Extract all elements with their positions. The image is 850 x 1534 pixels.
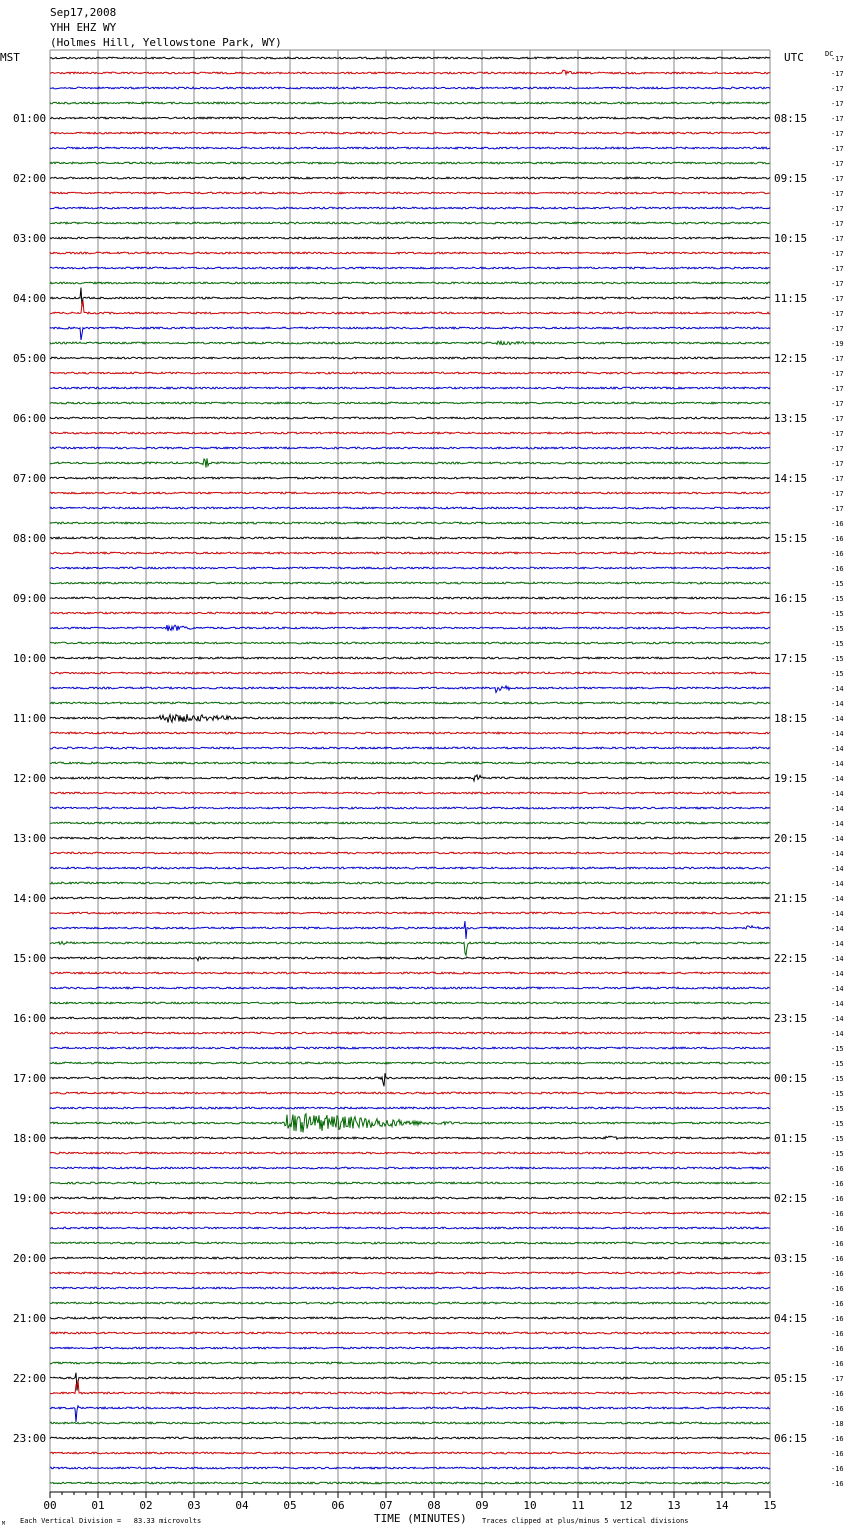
utc-hour-label: 23:15: [774, 1012, 808, 1025]
trace-20: [50, 357, 770, 359]
mst-hour-label: 18:00: [13, 1132, 47, 1145]
x-tick-label: 05: [283, 1499, 297, 1512]
mst-hour-label: 16:00: [13, 1012, 47, 1025]
dc-offset-value: -14: [831, 985, 844, 993]
trace-58: [50, 921, 770, 939]
trace-11: [50, 222, 770, 224]
dc-offset-value: -14: [831, 700, 844, 708]
utc-hour-label: 00:15: [774, 1072, 808, 1085]
dc-offset-value: -17: [831, 385, 844, 393]
trace-7: [50, 162, 770, 164]
trace-54: [50, 867, 770, 869]
trace-95: [50, 1482, 770, 1484]
utc-hour-label: 13:15: [774, 412, 808, 425]
trace-30: [50, 507, 770, 509]
trace-21: [50, 372, 770, 374]
trace-45: [50, 732, 770, 734]
trace-25: [50, 432, 770, 434]
dc-offset-value: -14: [831, 1030, 844, 1038]
trace-93: [50, 1452, 770, 1454]
trace-5: [50, 132, 770, 134]
dc-offset-value: -16: [831, 1405, 844, 1413]
dc-offset-value: -14: [831, 940, 844, 948]
mst-hour-label: 01:00: [13, 112, 47, 125]
dc-offset-value: -16: [831, 1165, 844, 1173]
mst-hour-label: 14:00: [13, 892, 47, 905]
trace-37: [50, 612, 770, 614]
dc-offset-value: -17: [831, 415, 844, 423]
x-tick-label: 08: [427, 1499, 441, 1512]
dc-offset-value: -17: [831, 505, 844, 513]
dc-offset-value: -14: [831, 925, 844, 933]
mst-hour-label: 17:00: [13, 1072, 47, 1085]
dc-offset-value: -16: [831, 1270, 844, 1278]
dc-offset-value: -17: [831, 490, 844, 498]
utc-hour-label: 17:15: [774, 652, 808, 665]
trace-13: [50, 252, 770, 254]
dc-offset-value: -14: [831, 865, 844, 873]
dc-offset-value: -17: [831, 220, 844, 228]
dc-offset-value: -14: [831, 745, 844, 753]
trace-39: [50, 642, 770, 644]
dc-offset-value: -17: [831, 325, 844, 333]
utc-hour-label: 15:15: [774, 532, 808, 545]
utc-hour-labels: [774, 112, 807, 1445]
dc-offset-value: -17: [831, 400, 844, 408]
dc-offset-value: -14: [831, 805, 844, 813]
dc-offset-value: -14: [831, 715, 844, 723]
trace-18: [50, 327, 770, 340]
trace-92: [50, 1437, 770, 1439]
plot-header: [50, 6, 282, 49]
dc-offset-value: -15: [831, 1075, 844, 1083]
dc-offset-value: -17: [831, 115, 844, 123]
trace-71: [50, 1114, 770, 1133]
dc-offset-value: -17: [831, 430, 844, 438]
trace-group: [50, 57, 770, 1484]
utc-hour-label: 02:15: [774, 1192, 808, 1205]
dc-offset-value: -17: [831, 460, 844, 468]
utc-hour-label: 08:15: [774, 112, 808, 125]
trace-29: [50, 492, 770, 494]
trace-89: [50, 1380, 770, 1394]
trace-74: [50, 1167, 770, 1169]
trace-33: [50, 552, 770, 554]
dc-offset-value: -15: [831, 1060, 844, 1068]
dc-offset-value: -18: [831, 1420, 844, 1428]
dc-offset-value: -16: [831, 1315, 844, 1323]
trace-41: [50, 672, 770, 674]
dc-offset-value: -17: [831, 235, 844, 243]
trace-2: [50, 87, 770, 89]
trace-94: [50, 1467, 770, 1469]
trace-27: [50, 458, 770, 467]
dc-offset-value: -19: [831, 340, 844, 348]
trace-4: [50, 117, 770, 119]
dc-offset-value: -17: [831, 295, 844, 303]
trace-35: [50, 582, 770, 584]
dc-offset-value: -16: [831, 1180, 844, 1188]
trace-80: [50, 1257, 770, 1259]
utc-hour-label: 19:15: [774, 772, 808, 785]
x-tick-label: 02: [139, 1499, 153, 1512]
dc-offset-value: -16: [831, 1225, 844, 1233]
trace-34: [50, 567, 770, 569]
x-tick-label: 04: [235, 1499, 249, 1512]
x-tick-label: 01: [91, 1499, 105, 1512]
trace-90: [50, 1406, 770, 1422]
dc-offset-value: -14: [831, 850, 844, 858]
trace-86: [50, 1347, 770, 1349]
dc-offset-value: -17: [831, 160, 844, 168]
trace-0: [50, 57, 770, 59]
x-tick-label: 10: [523, 1499, 537, 1512]
dc-offset-value: -15: [831, 610, 844, 618]
dc-offset-value: -14: [831, 790, 844, 798]
dc-offset-value: -15: [831, 625, 844, 633]
dc-offset-value: -16: [831, 1480, 844, 1488]
x-axis-title: TIME (MINUTES): [374, 1512, 467, 1525]
dc-offset-value: -17: [831, 205, 844, 213]
mst-hour-label: 03:00: [13, 232, 47, 245]
trace-10: [50, 207, 770, 209]
mst-hour-label: 07:00: [13, 472, 47, 485]
trace-23: [50, 402, 770, 404]
dc-offset-value: -17: [831, 55, 844, 63]
trace-51: [50, 822, 770, 824]
left-axis-title: MST: [0, 51, 20, 64]
dc-offset-value: -17: [831, 1375, 844, 1383]
trace-47: [50, 762, 770, 764]
scale-note: Each Vertical Division = 83.33 microvolts: [20, 1517, 202, 1525]
utc-hour-label: 03:15: [774, 1252, 808, 1265]
dc-offset-value: -14: [831, 970, 844, 978]
plot-date: Sep17,2008: [50, 6, 117, 19]
utc-hour-label: 14:15: [774, 472, 808, 485]
dc-offset-value: -16: [831, 535, 844, 543]
utc-hour-label: 06:15: [774, 1432, 808, 1445]
trace-62: [50, 987, 770, 989]
dc-offset-value: -15: [831, 595, 844, 603]
trace-48: [50, 775, 770, 781]
trace-59: [50, 941, 770, 955]
dc-offset-value: -15: [831, 670, 844, 678]
station-code: YHH EHZ WY: [50, 21, 117, 34]
mst-hour-label: 21:00: [13, 1312, 47, 1325]
trace-44: [50, 714, 770, 722]
mst-hour-labels: [13, 112, 46, 1445]
trace-22: [50, 387, 770, 389]
x-axis: [43, 1492, 776, 1512]
mst-hour-label: 12:00: [13, 772, 47, 785]
dc-offset-value: -14: [831, 955, 844, 963]
dc-offset-value: -17: [831, 145, 844, 153]
trace-14: [50, 267, 770, 269]
dc-offset-value: -17: [831, 130, 844, 138]
utc-hour-label: 20:15: [774, 832, 808, 845]
dc-offset-value: -14: [831, 1015, 844, 1023]
dc-offset-value: -16: [831, 1195, 844, 1203]
dc-offset-value: -16: [831, 520, 844, 528]
dc-offset-labels: [831, 55, 844, 1488]
dc-offset-value: -17: [831, 100, 844, 108]
dc-offset-value: -16: [831, 1390, 844, 1398]
trace-91: [50, 1422, 770, 1424]
trace-19: [50, 341, 770, 345]
trace-9: [50, 192, 770, 194]
dc-offset-value: -15: [831, 655, 844, 663]
mst-hour-label: 08:00: [13, 532, 47, 545]
trace-88: [50, 1373, 770, 1391]
dc-offset-value: -15: [831, 1090, 844, 1098]
dc-offset-value: -14: [831, 895, 844, 903]
dc-offset-value: -17: [831, 190, 844, 198]
trace-15: [50, 282, 770, 284]
utc-hour-label: 18:15: [774, 712, 808, 725]
mst-hour-label: 10:00: [13, 652, 47, 665]
utc-hour-label: 22:15: [774, 952, 808, 965]
utc-hour-label: 01:15: [774, 1132, 808, 1145]
trace-69: [50, 1092, 770, 1094]
dc-offset-value: -16: [831, 1345, 844, 1353]
mst-hour-label: 04:00: [13, 292, 47, 305]
x-tick-label: 15: [763, 1499, 777, 1512]
trace-17: [50, 301, 770, 314]
x-tick-label: 14: [715, 1499, 729, 1512]
trace-66: [50, 1047, 770, 1049]
dc-offset-value: -15: [831, 1120, 844, 1128]
mst-hour-label: 05:00: [13, 352, 47, 365]
utc-hour-label: 11:15: [774, 292, 808, 305]
trace-85: [50, 1332, 770, 1334]
station-location: (Holmes Hill, Yellowstone Park, WY): [50, 36, 282, 49]
trace-83: [50, 1302, 770, 1304]
mst-hour-label: 22:00: [13, 1372, 47, 1385]
dc-offset-value: -16: [831, 1210, 844, 1218]
trace-64: [50, 1017, 770, 1019]
trace-78: [50, 1227, 770, 1229]
trace-38: [50, 625, 770, 631]
trace-52: [50, 837, 770, 839]
dc-offset-value: -17: [831, 250, 844, 258]
dc-offset-value: -16: [831, 1255, 844, 1263]
clip-note: Traces clipped at plus/minus 5 vertical divisions: [482, 1517, 689, 1525]
mst-hour-label: 02:00: [13, 172, 47, 185]
x-tick-label: 11: [571, 1499, 585, 1512]
dc-offset-value: -14: [831, 760, 844, 768]
trace-63: [50, 1002, 770, 1004]
x-tick-label: 12: [619, 1499, 633, 1512]
utc-hour-label: 09:15: [774, 172, 808, 185]
trace-42: [50, 686, 770, 693]
dc-offset-value: -17: [831, 445, 844, 453]
right-axis-title: UTC: [784, 51, 804, 64]
trace-31: [50, 522, 770, 524]
dc-offset-value: -16: [831, 565, 844, 573]
utc-hour-label: 16:15: [774, 592, 808, 605]
dc-offset-value: -17: [831, 265, 844, 273]
dc-offset-value: -14: [831, 910, 844, 918]
trace-60: [50, 957, 770, 961]
trace-24: [50, 417, 770, 419]
utc-hour-label: 10:15: [774, 232, 808, 245]
dc-offset-value: -17: [831, 475, 844, 483]
trace-79: [50, 1242, 770, 1244]
trace-16: [50, 288, 770, 307]
dc-offset-value: -15: [831, 1105, 844, 1113]
x-tick-label: 07: [379, 1499, 393, 1512]
dc-offset-value: -14: [831, 1000, 844, 1008]
x-tick-label: 09: [475, 1499, 489, 1512]
dc-offset-value: -17: [831, 355, 844, 363]
dc-offset-value: -14: [831, 775, 844, 783]
utc-hour-label: 04:15: [774, 1312, 808, 1325]
dc-offset-title: DC: [825, 50, 834, 58]
trace-61: [50, 972, 770, 974]
x-tick-label: 03: [187, 1499, 201, 1512]
mst-hour-label: 23:00: [13, 1432, 47, 1445]
trace-76: [50, 1197, 770, 1199]
trace-68: [50, 1073, 770, 1086]
dc-offset-value: -17: [831, 280, 844, 288]
x-tick-label: 13: [667, 1499, 681, 1512]
dc-offset-value: -17: [831, 175, 844, 183]
trace-82: [50, 1287, 770, 1289]
trace-49: [50, 792, 770, 794]
trace-67: [50, 1062, 770, 1064]
dc-offset-value: -16: [831, 1330, 844, 1338]
dc-offset-value: -16: [831, 1360, 844, 1368]
dc-offset-value: -16: [831, 1465, 844, 1473]
dc-offset-value: -14: [831, 820, 844, 828]
trace-28: [50, 477, 770, 479]
utc-hour-label: 12:15: [774, 352, 808, 365]
utc-hour-label: 05:15: [774, 1372, 808, 1385]
dc-offset-value: -16: [831, 1435, 844, 1443]
trace-46: [50, 747, 770, 749]
trace-87: [50, 1362, 770, 1364]
trace-57: [50, 912, 770, 914]
trace-81: [50, 1272, 770, 1274]
mst-hour-label: 09:00: [13, 592, 47, 605]
dc-offset-value: -14: [831, 880, 844, 888]
trace-56: [50, 897, 770, 899]
mst-hour-label: 13:00: [13, 832, 47, 845]
utc-hour-label: 21:15: [774, 892, 808, 905]
dc-offset-value: -16: [831, 1300, 844, 1308]
dc-offset-value: -17: [831, 370, 844, 378]
trace-1: [50, 70, 770, 74]
trace-32: [50, 537, 770, 539]
mst-hour-label: 19:00: [13, 1192, 47, 1205]
dc-offset-value: -14: [831, 835, 844, 843]
trace-77: [50, 1212, 770, 1214]
trace-40: [50, 657, 770, 659]
trace-26: [50, 447, 770, 449]
dc-offset-value: -16: [831, 1450, 844, 1458]
trace-55: [50, 882, 770, 884]
minute-gridlines: [50, 50, 770, 1492]
dc-offset-value: -15: [831, 640, 844, 648]
trace-43: [50, 702, 770, 704]
mst-hour-label: 11:00: [13, 712, 47, 725]
trace-53: [50, 852, 770, 854]
dc-offset-value: -15: [831, 1150, 844, 1158]
dc-offset-value: -16: [831, 550, 844, 558]
trace-73: [50, 1152, 770, 1154]
trace-84: [50, 1317, 770, 1319]
x-tick-label: 00: [43, 1499, 57, 1512]
trace-6: [50, 147, 770, 149]
x-tick-label: 06: [331, 1499, 345, 1512]
trace-75: [50, 1182, 770, 1184]
trace-12: [50, 237, 770, 239]
dc-offset-value: -16: [831, 1240, 844, 1248]
dc-offset-value: -14: [831, 730, 844, 738]
dc-offset-value: -15: [831, 1045, 844, 1053]
dc-offset-value: -17: [831, 310, 844, 318]
corner-mark: M: [2, 1521, 6, 1527]
dc-offset-value: -17: [831, 85, 844, 93]
mst-hour-label: 20:00: [13, 1252, 47, 1265]
trace-8: [50, 177, 770, 179]
trace-65: [50, 1032, 770, 1034]
trace-72: [50, 1136, 770, 1139]
dc-offset-value: -17: [831, 70, 844, 78]
mst-hour-label: 15:00: [13, 952, 47, 965]
mst-hour-label: 06:00: [13, 412, 47, 425]
dc-offset-value: -16: [831, 1285, 844, 1293]
trace-36: [50, 597, 770, 599]
dc-offset-value: -15: [831, 1135, 844, 1143]
dc-offset-value: -15: [831, 580, 844, 588]
dc-offset-value: -14: [831, 685, 844, 693]
trace-70: [50, 1107, 770, 1109]
trace-3: [50, 102, 770, 104]
trace-50: [50, 807, 770, 809]
